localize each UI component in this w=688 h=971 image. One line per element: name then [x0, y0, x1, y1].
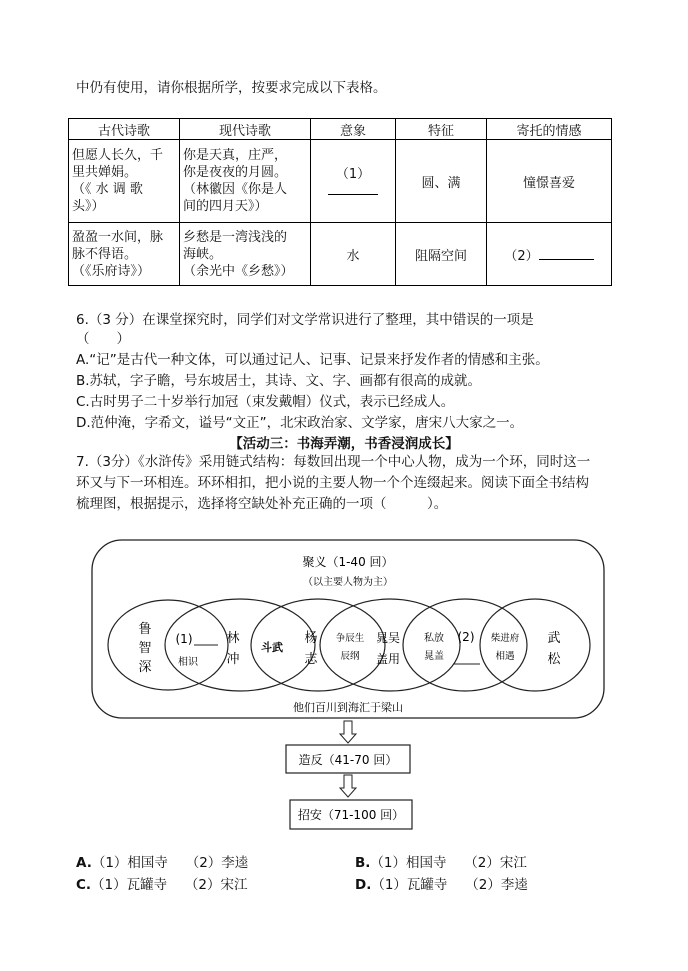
row1-emotion: 憧憬喜爱: [487, 140, 612, 223]
header-ancient: 古代诗歌: [69, 119, 180, 140]
header-image: 意象: [311, 119, 396, 140]
name-chao-2: 盖用: [375, 652, 401, 666]
name-wu-1: 武: [547, 631, 561, 646]
overlap-zhengchen-1: 争辰生: [335, 633, 365, 644]
circle-blank2: [403, 599, 527, 691]
answer-c-letter: C.: [76, 877, 92, 893]
name-lin-2: 冲: [226, 652, 240, 667]
down-arrow-icon: [340, 721, 356, 743]
text-line: 头》）: [72, 199, 105, 214]
name-lu-2: 智: [138, 641, 152, 656]
q6-option-b: B.苏轼，字子瞻，号东坡居士，其诗、文、字、画都有很高的成就。: [76, 373, 482, 389]
text-line: （林徽因《你是人: [183, 182, 288, 197]
header-feature: 特征: [396, 119, 487, 140]
row2-feature: 阻隔空间: [396, 223, 487, 286]
header-modern: 现代诗歌: [180, 119, 311, 140]
q6-stem-line1: 6.（3 分）在课堂探究时，同学们对文学常识进行了整理，其中错误的一项是: [76, 312, 534, 328]
answer-d-text: （1）瓦罐寺 （2）李逵: [371, 877, 528, 893]
overlap-xiangshi: 相识: [178, 657, 198, 668]
circle-wu-song: [480, 599, 590, 691]
name-yang-1: 杨: [304, 631, 318, 646]
overlap-douwu: 斗武: [261, 641, 283, 654]
bottom-caption: 他们百川到海汇于梁山: [293, 701, 403, 714]
row2-image: 水: [311, 223, 396, 286]
q6-option-d: D.范仲淹，字希文，谥号“文正”，北宋政治家、文学家，唐宋八大家之一。: [76, 415, 524, 431]
q6-option-c: C.古时男子二十岁举行加冠（束发戴帽）仪式，表示已经成人。: [76, 394, 455, 410]
q7-line1: 7.（3分）《水浒传》采用链式结构：每数回出现一个中心人物，成为一个环，同时这一: [76, 454, 591, 470]
name-yang-2: 志: [304, 652, 318, 667]
text-line: （《乐府诗》）: [72, 263, 151, 279]
q6-stem-line2: （ ）: [76, 331, 130, 347]
activity-heading: 【活动三：书海弄潮，书香浸润成长】: [229, 436, 459, 452]
overlap-sifang-1: 私放: [424, 633, 444, 644]
answer-b: [355, 851, 527, 871]
text-line: 你是夜夜的月圆。: [183, 165, 288, 180]
text-line: 海峡。: [183, 246, 223, 262]
q7-line3: 梳理图，根据提示，选择将空缺处补充正确的一项（ ）。: [76, 496, 448, 512]
blank2-label: (2): [457, 630, 475, 644]
answer-a-text: （1）相国寺 （2）李逵: [91, 855, 249, 871]
overlap-chaijin-2: 相遇: [495, 651, 515, 662]
text-line: 间的四月天》）: [183, 199, 268, 214]
name-chao-1: 晁吴: [375, 631, 401, 645]
answer-c-text: （1）瓦罐寺 （2）宋江: [91, 877, 248, 893]
answer-a: [76, 851, 248, 871]
answer-a-letter: A.: [76, 855, 92, 871]
row1-feature: 圆、满: [396, 140, 487, 223]
text-line: 乡愁是一湾浅浅的: [183, 229, 288, 245]
answer-d-letter: D.: [355, 877, 372, 893]
diagram-subtitle: （以主要人物为主）: [303, 577, 393, 588]
blank1-label: (1): [175, 632, 193, 646]
header-emotion: 寄托的情感: [487, 119, 612, 140]
text-line: 脉不得语。: [72, 246, 138, 262]
answer-b-text: （1）相国寺 （2）宋江: [370, 855, 527, 871]
name-lin-1: 林: [226, 631, 240, 646]
row1-image-blank: （1）: [311, 140, 396, 223]
name-lu-1: 鲁: [138, 622, 152, 637]
text-line: （《 水 调 歌: [72, 182, 143, 197]
text-line: 你是天真，庄严，: [183, 148, 288, 163]
row2-emotion-blank: （2）: [487, 223, 612, 286]
intro-line: 中仍有使用，请你根据所学，按要求完成以下表格。: [76, 80, 387, 96]
text-line: 但愿人长久，千: [72, 148, 164, 163]
overlap-chaijin-1: 柴进府: [490, 633, 520, 644]
q7-line2: 环又与下一环相连。环环相扣，把小说的主要人物一个个连缀起来。阅读下面全书结构: [76, 475, 589, 491]
text-line: 盈盈一水间，脉: [72, 229, 164, 245]
q6-option-a: A.“记”是古代一种文体，可以通过记人、记事、记景来抒发作者的情感和主张。: [76, 352, 549, 368]
text-line: （余光中《乡愁》）: [183, 263, 294, 279]
answer-d: [355, 873, 528, 893]
text-line: 里共婵娟。: [72, 165, 138, 180]
overlap-sifang-2: 晁盖: [424, 651, 444, 662]
circle-chao-wu: [320, 599, 460, 691]
answer-c: [76, 873, 248, 893]
diagram-title: 聚义（1-40 回）: [302, 555, 394, 569]
down-arrow-icon: [340, 775, 356, 797]
name-wu-2: 松: [547, 652, 561, 667]
stage3-label: 招安（71-100 回）: [297, 808, 405, 822]
answer-b-letter: B.: [355, 855, 371, 871]
stage2-label: 造反（41-70 回）: [298, 753, 398, 767]
overlap-zhengchen-2: 辰纲: [340, 651, 360, 662]
name-lu-3: 深: [138, 660, 152, 675]
